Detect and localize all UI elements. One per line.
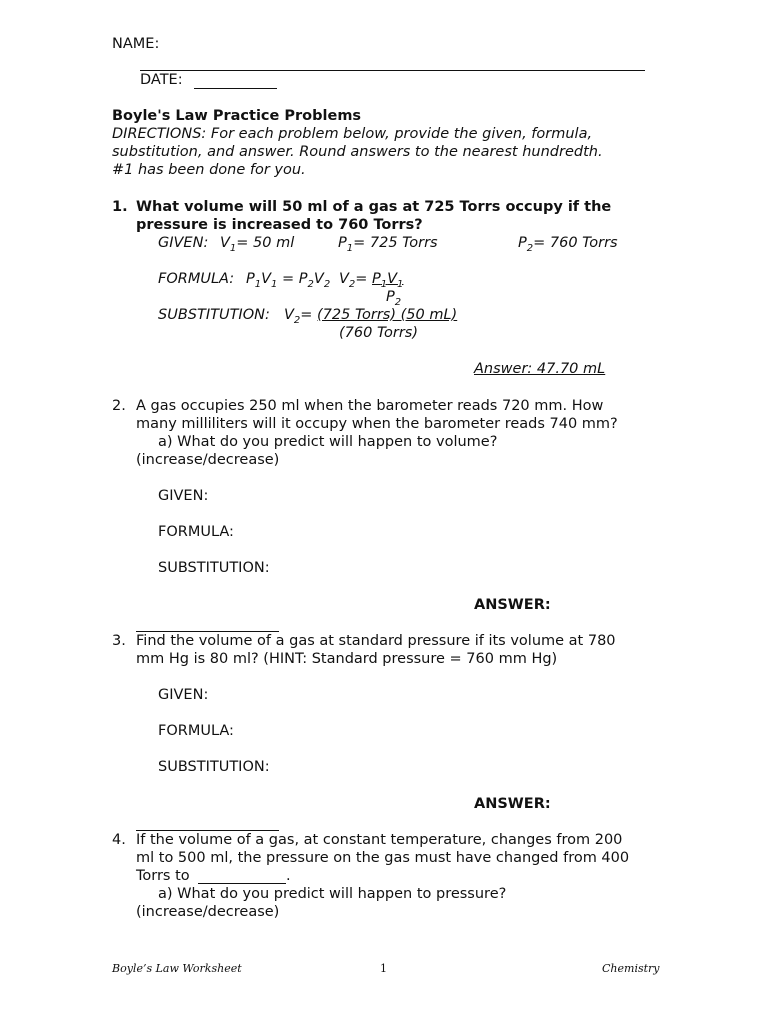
directions-line-2: substitution, and answer. Round answers to the nearest hundredth. (112, 144, 603, 160)
problem-4-line-3-period: . (286, 868, 291, 884)
date-label: DATE: (140, 72, 183, 88)
problem-1-v1: $V_1= 50$ ml (220, 235, 295, 254)
problem-1-substitution-denominator: (760 Torrs) (339, 325, 419, 341)
problem-1-v2-numerator: $P_1V_1$ (372, 271, 404, 290)
problem-3-number: 3. (112, 633, 126, 649)
problem-1-answer: Answer: 47.70 mL (474, 361, 606, 377)
footer-page-number: 1 (380, 962, 387, 975)
problem-2-given-label: GIVEN: (158, 488, 209, 504)
problem-3-substitution-label: SUBSTITUTION: (158, 759, 270, 775)
problem-1-p1: $P_1= 725$ Torrs (338, 235, 438, 254)
problem-4-number: 4. (112, 832, 126, 848)
problem-1-substitution-numerator: (725 Torrs) (50 mL) (317, 307, 458, 323)
problem-3-question-line-1: Find the volume of a gas at standard pressure if its volume at 780 (136, 633, 616, 649)
problem-3-formula-label: FORMULA: (158, 723, 234, 739)
date-underline[interactable] (194, 88, 277, 89)
problem-1-formula: $P_1V_1 = P_2V_2$ (246, 271, 331, 290)
problem-3-answer-label: ANSWER: (474, 796, 551, 812)
problem-1-number: 1. (112, 199, 128, 215)
problem-1-question-line-1: What volume will 50 ml of a gas at 725 Torrs occupy if the (136, 199, 612, 215)
name-label: NAME: (112, 36, 160, 52)
problem-4-predict: a) What do you predict will happen to pressure? (158, 886, 507, 902)
problem-4-pressure-blank[interactable] (198, 883, 286, 884)
problem-1-given-label: GIVEN: (158, 235, 209, 251)
footer-left: Boyle’s Law Worksheet (112, 962, 242, 975)
problem-2-answer-label: ANSWER: (474, 597, 551, 613)
problem-4-question-line-1: If the volume of a gas, at constant temperature, changes from 200 (136, 832, 623, 848)
problem-1-v2-expression: $V_2=$ (339, 271, 368, 290)
problem-2-question-line-1: A gas occupies 250 ml when the barometer reads 720 mm. How (136, 398, 604, 414)
problem-1-substitution-label: SUBSTITUTION: (158, 307, 270, 323)
problem-2-substitution-label: SUBSTITUTION: (158, 560, 270, 576)
problem-2-predict-options: (increase/decrease) (136, 452, 280, 468)
problem-3-given-label: GIVEN: (158, 687, 209, 703)
problem-3-question-line-2: mm Hg is 80 ml? (HINT: Standard pressure = 760 mm Hg) (136, 651, 558, 667)
name-underline[interactable] (140, 70, 645, 71)
footer-right: Chemistry (602, 962, 660, 975)
worksheet-title: Boyle's Law Practice Problems (112, 108, 362, 124)
problem-4-predict-options: (increase/decrease) (136, 904, 280, 920)
problem-1-formula-label: FORMULA: (158, 271, 235, 287)
problem-1-v2-denominator: $P_2$ (386, 289, 402, 308)
problem-4-question-line-3: Torrs to (136, 868, 190, 884)
directions-line-3: #1 has been done for you. (112, 162, 306, 178)
problem-1-p2: $P_2= 760$ Torrs (518, 235, 618, 254)
problem-2-formula-label: FORMULA: (158, 524, 234, 540)
problem-2-question-line-2: many milliliters will it occupy when the barometer reads 740 mm? (136, 416, 618, 432)
problem-4-question-line-2: ml to 500 ml, the pressure on the gas must have changed from 400 (136, 850, 630, 866)
directions-line-1: DIRECTIONS: For each problem below, provide the given, formula, (112, 126, 593, 142)
problem-2-predict: a) What do you predict will happen to volume? (158, 434, 498, 450)
problem-1-substitution-v2: $V_2=$ (284, 307, 313, 326)
problem-2-number: 2. (112, 398, 126, 414)
problem-1-question-line-2: pressure is increased to 760 Torrs? (136, 217, 423, 233)
